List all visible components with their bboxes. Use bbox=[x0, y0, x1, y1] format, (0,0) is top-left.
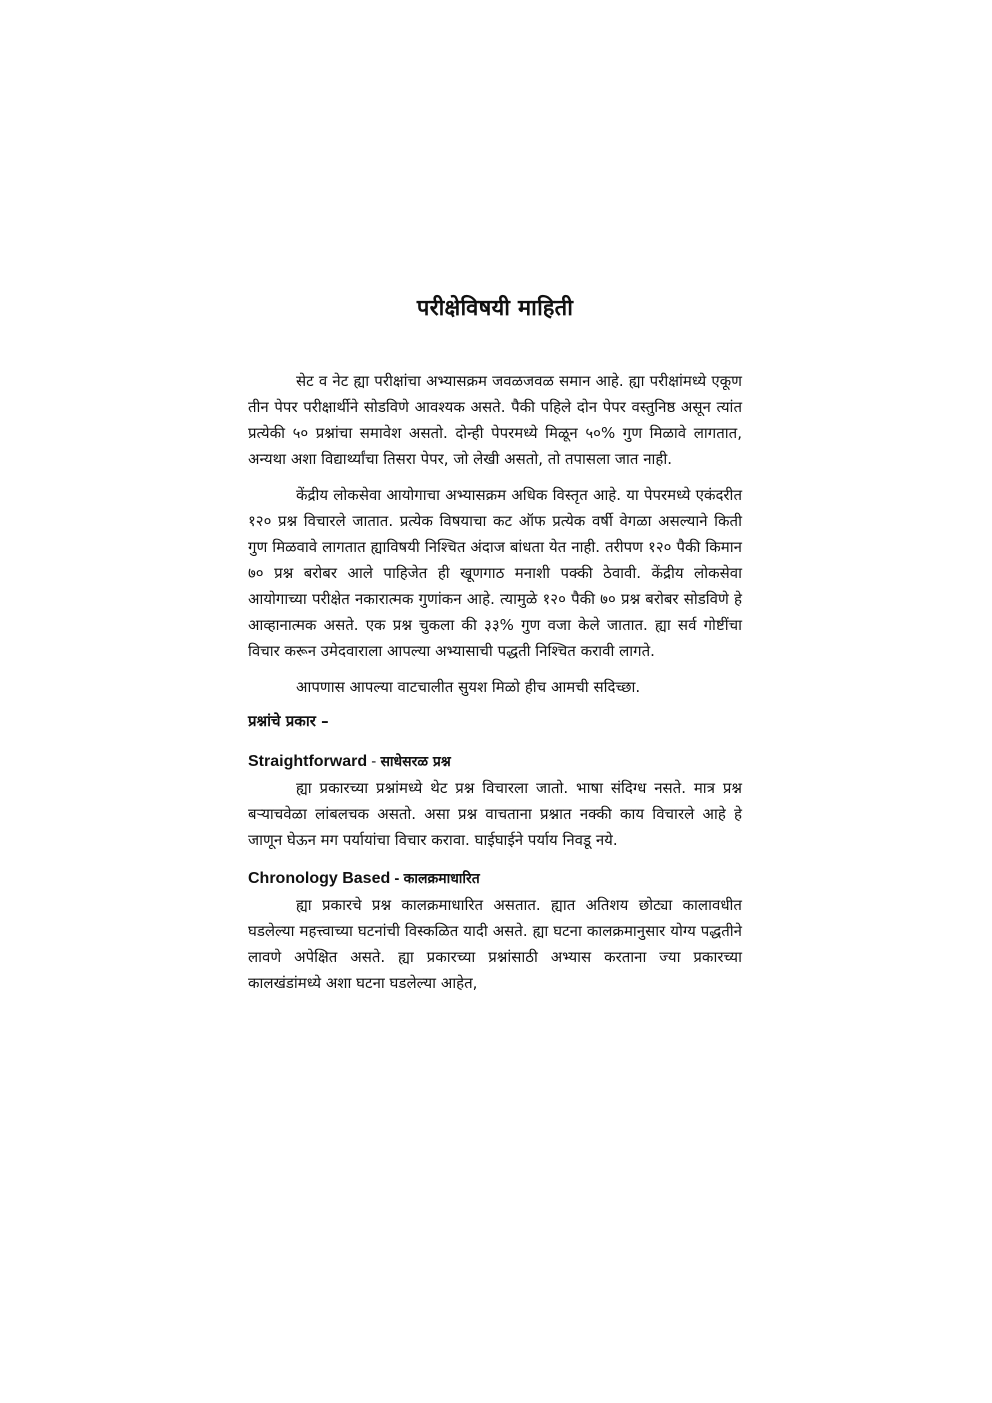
type-separator: - bbox=[390, 870, 404, 887]
type-name-english: Chronology Based bbox=[248, 870, 391, 887]
type-separator: - bbox=[367, 753, 381, 770]
type-heading-chronology bbox=[248, 867, 742, 890]
document-page bbox=[248, 292, 742, 1006]
section-label-question-types: प्रश्नांचे प्रकार – bbox=[248, 712, 329, 730]
type-name-marathi: साधेसरळ प्रश्न bbox=[380, 754, 451, 770]
intro-paragraph-upsc: केंद्रीय लोकसेवा आयोगाचा अभ्यासक्रम अधिक विस्तृत आहे. या पेपरमध्ये एकंदरीत १२० प्रश्न विचारले जातात. प्रत्येक विषयाचा कट ऑफ प्रत्येक वर्षी वेगळा असल्याने किती गुण मिळवावे लागतात ह्याविषयी निश्चित अंदाज बांधता येत नाही. तरीपण १२० पैकी किमान ७० प्रश्न बरोबर आले पाहिजेत ही खूणगाठ मनाशी पक्की ठेवावी. केंद्रीय लोकसेवा आयोगाच्या परीक्षेत नकारात्मक गुणांकन आहे. त्यामुळे १२० पैकी ७० प्रश्न बरोबर सोडविणे हे आव्हानात्मक असते. एक प्रश्न चुकला की ३३% गुण वजा केले जातात. ह्या सर्व गोष्टींचा विचार करून उमेदवाराला आपल्या अभ्यासाची पद्धती निश्चित करावी लागते. bbox=[248, 486, 742, 660]
type-heading-straightforward bbox=[248, 750, 742, 773]
type-body-chronology: ह्या प्रकारचे प्रश्न कालक्रमाधारित असतात. ह्यात अतिशय छोट्या कालावधीत घडलेल्या महत्त्वाच्या घटनांची विस्कळित यादी असते. ह्या घटना कालक्रमानुसार योग्य पद्धतीने लावणे अपेक्षित असते. ह्या प्रकारच्या प्रश्नांसाठी अभ्यास करताना ज्या प्रकारच्या कालखंडांमध्ये अशा घटना घडलेल्या आहेत, bbox=[248, 896, 742, 992]
type-name-english: Straightforward bbox=[248, 753, 368, 770]
closing-wish: आपणास आपल्या वाटचालीत सुयश मिळो हीच आमची सदिच्छा. bbox=[296, 678, 641, 696]
intro-paragraph-set-net: सेट व नेट ह्या परीक्षांचा अभ्यासक्रम जवळजवळ समान आहे. ह्या परीक्षांमध्ये एकूण तीन पेपर परीक्षार्थीने सोडविणे आवश्यक असते. पैकी पहिले दोन पेपर वस्तुनिष्ठ असून त्यांत प्रत्येकी ५० प्रश्नांचा समावेश असतो. दोन्ही पेपरमध्ये मिळून ५०% गुण मिळावे लागतात, अन्यथा अशा विद्यार्थ्यांचा तिसरा पेपर, जो लेखी असतो, तो तपासला जात नाही. bbox=[248, 372, 742, 468]
page-title: परीक्षेविषयी माहिती bbox=[416, 296, 574, 321]
type-body-straightforward: ह्या प्रकारच्या प्रश्नांमध्ये थेट प्रश्न विचारला जातो. भाषा संदिग्ध नसते. मात्र प्रश्न बऱ्याचवेळा लांबलचक असतो. असा प्रश्न वाचताना प्रश्नात नक्की काय विचारले आहे हे जाणून घेऊन मग पर्यायांचा विचार करावा. घाईघाईने पर्याय निवडू नये. bbox=[248, 779, 742, 849]
type-name-marathi: कालक्रमाधारित bbox=[403, 871, 480, 887]
